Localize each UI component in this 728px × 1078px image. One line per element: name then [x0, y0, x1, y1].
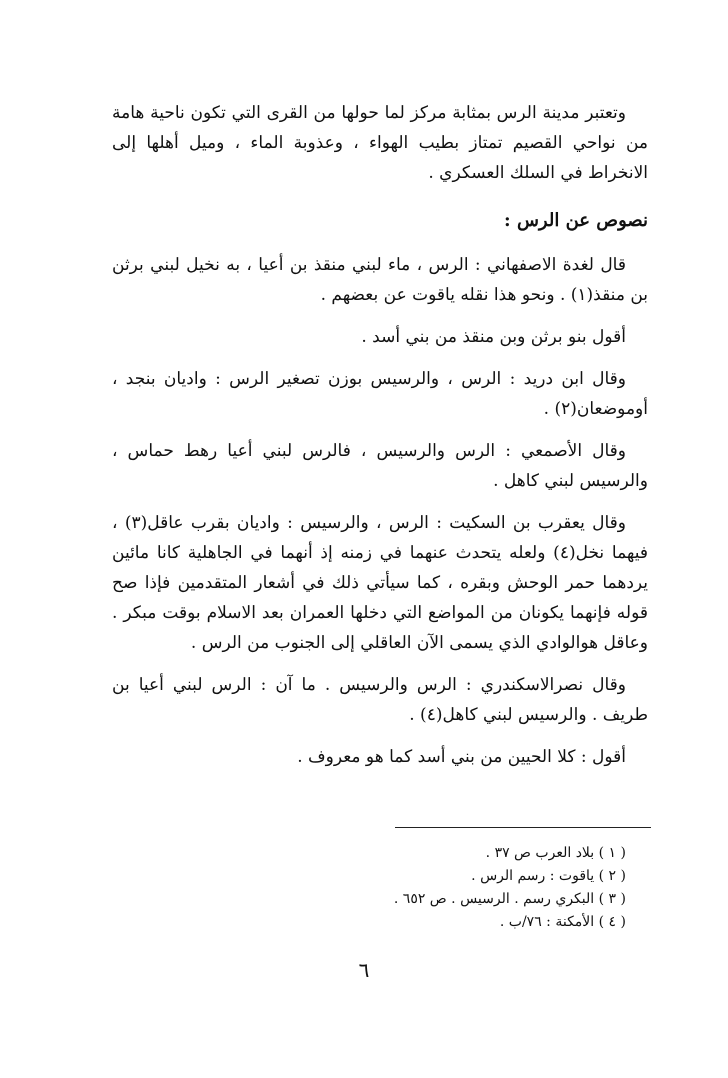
- paragraph-quote-7: أقول : كلا الحيين من بني أسد كما هو معروف .: [297, 747, 626, 767]
- body-text: [112, 98, 648, 784]
- footnote-4: ( ٤ ) الأمكنة : ٧٦/ب .: [499, 914, 626, 930]
- paragraph-intro: وتعتبر مدينة الرس بمثابة مركز لما حولها من القرى التي تكون ناحية هامة من نواحي القصيم تمتاز بطيب الهواء ، وعذوبة الماء ، وميل أهلها إلى الانخراط في السلك العسكري .: [112, 103, 648, 183]
- footnote-2: ( ٢ ) ياقوت : رسم الرس .: [471, 868, 626, 884]
- footnotes: [260, 842, 626, 934]
- paragraph-quote-6: وقال نصرالاسكندري : الرس والرسيس . ما آن : الرس لبني أعيا بن طريف . والرسيس لبني كاهل(٤) .: [112, 675, 648, 725]
- paragraph-quote-1: قال لغدة الاصفهاني : الرس ، ماء لبني منقذ بن أعيا ، به نخيل لبني برثن بن منقذ(١) . ونحو هذا نقله ياقوت عن بعضهم .: [112, 255, 648, 305]
- page-number: ٦: [358, 958, 370, 982]
- footnote-divider: [395, 827, 651, 828]
- paragraph-quote-3: وقال ابن دريد : الرس ، والرسيس بوزن تصغير الرس : واديان بنجد ، أوموضعان(٢) .: [112, 369, 648, 419]
- paragraph-quote-4: وقال الأصمعي : الرس والرسيس ، فالرس لبني أعيا رهط حماس ، والرسيس لبني كاهل .: [112, 441, 648, 491]
- footnote-3: ( ٣ ) البكري رسم . الرسيس . ص ٦٥٢ .: [393, 891, 626, 907]
- section-heading: نصوص عن الرس :: [504, 210, 648, 231]
- paragraph-quote-2: أقول بنو برثن وبن منقذ من بني أسد .: [361, 327, 626, 347]
- footnote-1: ( ١ ) بلاد العرب ص ٣٧ .: [485, 845, 626, 861]
- paragraph-quote-5: وقال يعقرب بن السكيت : الرس ، والرسيس : واديان بقرب عاقل(٣) ، فيهما نخل(٤) ولعله يتحدث عنهما في زمنه إذ أنهما في الجاهلية كانا مائين يردهما حمر الوحش وبقره ، كما سيأتي ذلك في أشعار المتقدمين فإذا صح قوله فإنهما يكونان من المواضع التي دخلها العمران بعد الاسلام بوقت مبكر . وعاقل هوالوادي الذي يسمى الآن العاقلي إلى الجنوب من الرس .: [112, 513, 648, 653]
